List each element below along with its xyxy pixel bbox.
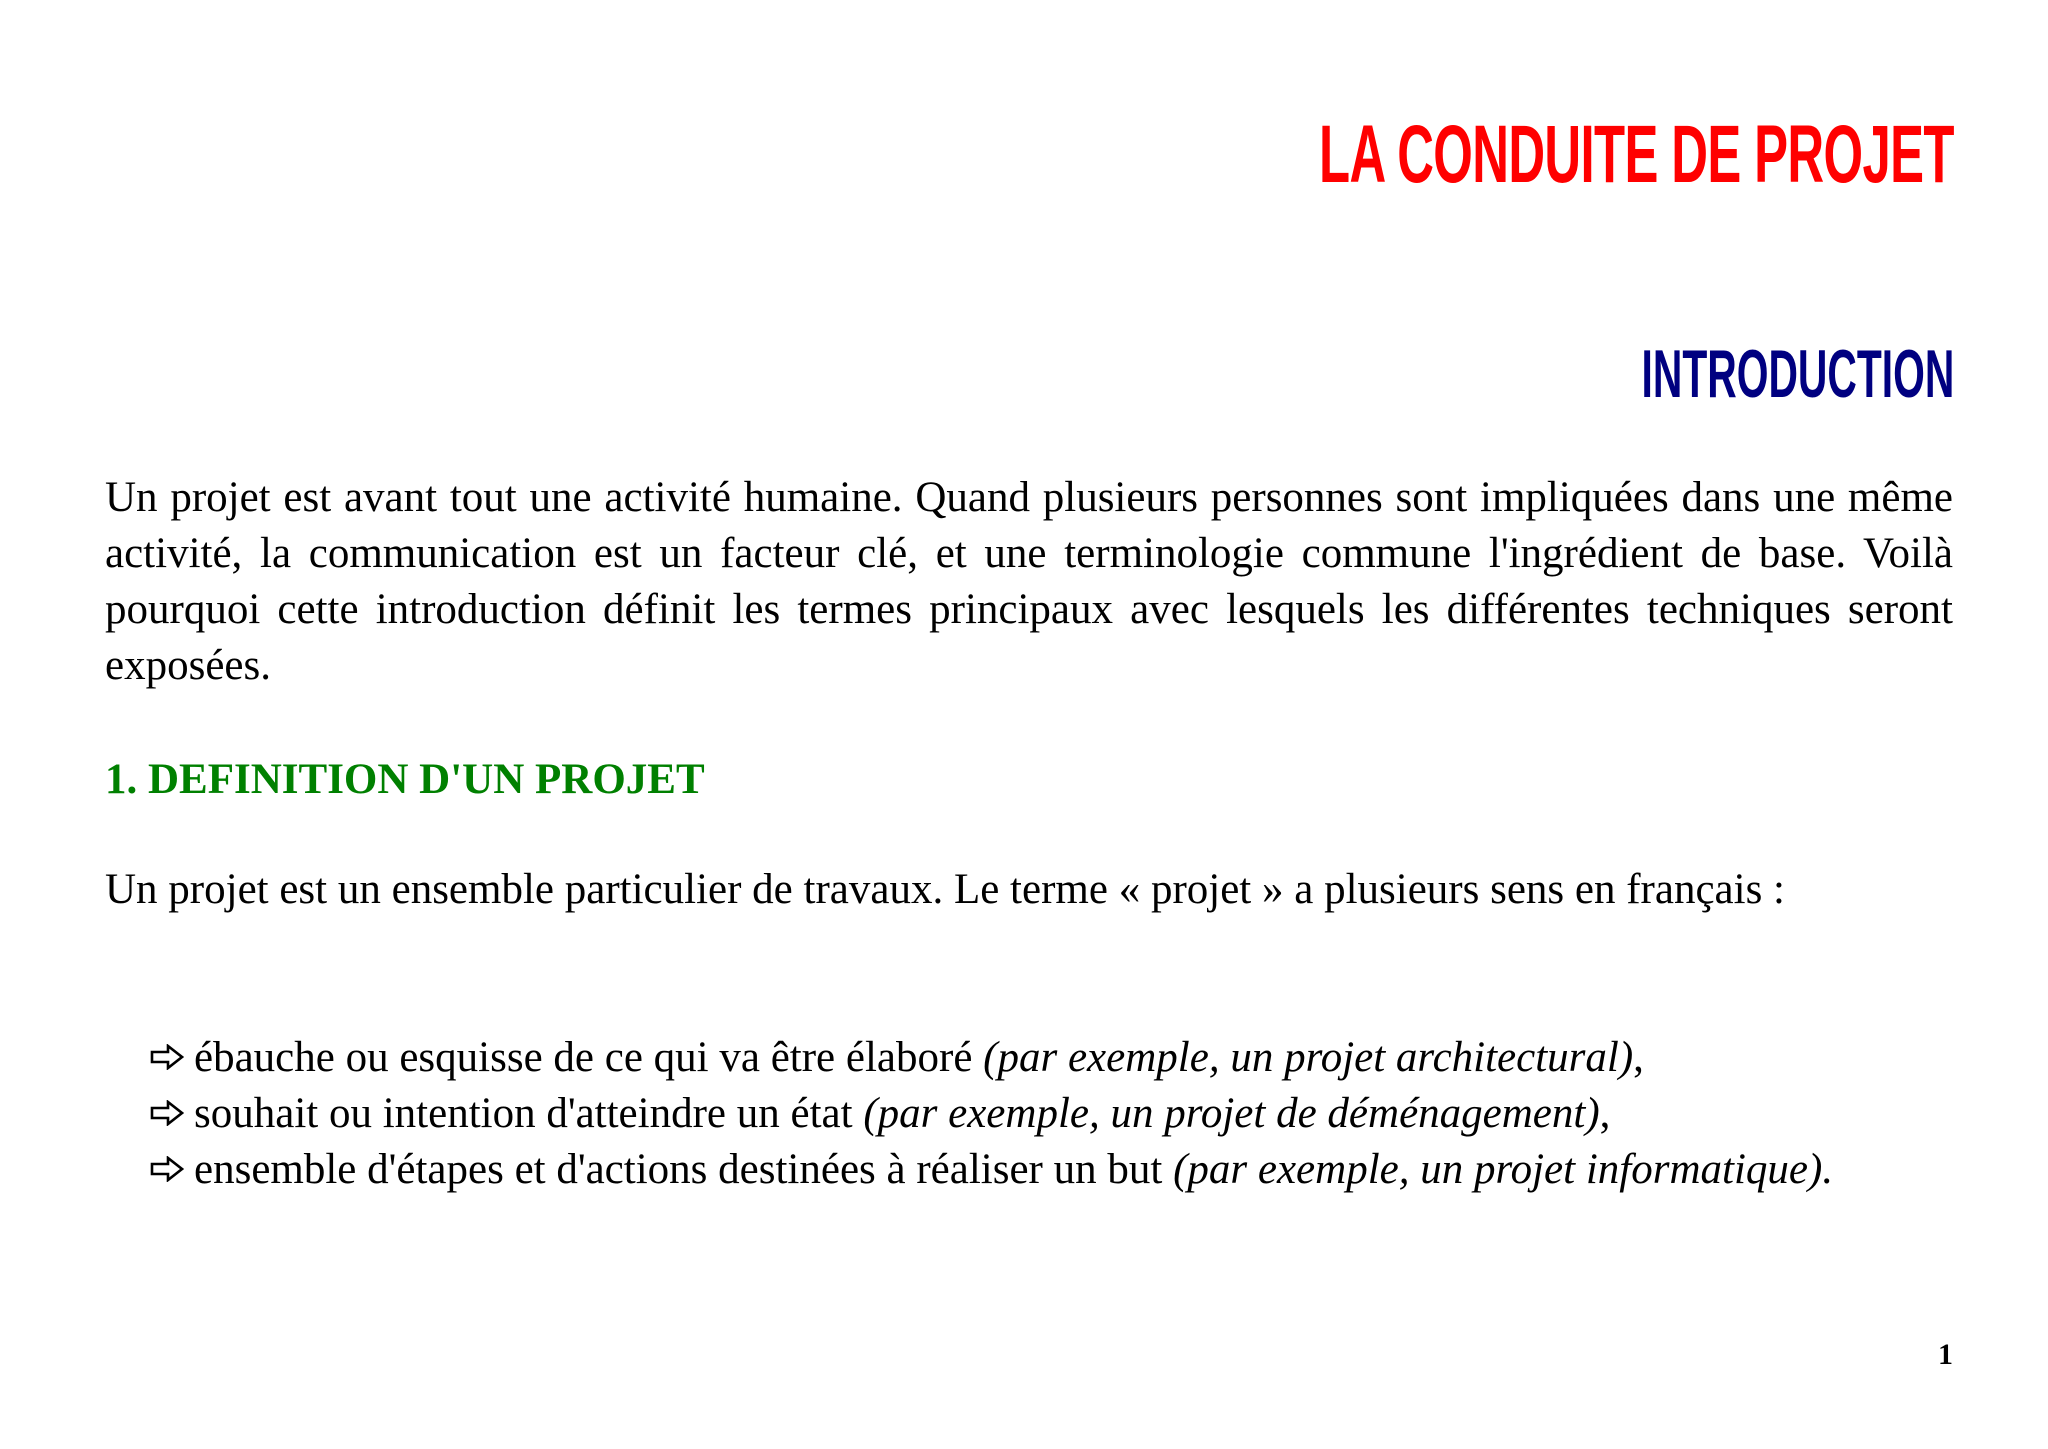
list-item-example: (par exemple, un projet de déménagement) [863, 1090, 1600, 1137]
right-arrow-outline-icon [150, 1156, 184, 1182]
list-item-text: ébauche ou esquisse de ce qui va être élaboré [194, 1034, 984, 1081]
right-arrow-outline-icon [150, 1100, 184, 1126]
intro-paragraph: Un projet est avant tout une activité humaine. Quand plusieurs personnes sont impliquées dans une même activité, la communication est un facteur clé, et une terminologie commune l'ingrédient de base. Voilà pourquoi cette introduction définit les termes principaux avec lesquels les différentes techniques seront exposées. [105, 474, 1953, 689]
list-item-text: ensemble d'étapes et d'actions destinées à réaliser un but [194, 1146, 1174, 1193]
list-item-example: (par exemple, un projet architectural) [983, 1034, 1634, 1081]
section-heading: 1. DEFINITION D'UN PROJET [105, 756, 705, 803]
definition-paragraph: Un projet est un ensemble particulier de travaux. Le terme « projet » a plusieurs sens en français : [105, 866, 1786, 913]
page-number: 1 [1938, 1338, 1953, 1371]
meanings-list [150, 1030, 1953, 1198]
list-item [150, 1086, 1953, 1142]
list-item [150, 1030, 1953, 1086]
list-item [150, 1142, 1953, 1198]
list-item-text: souhait ou intention d'atteindre un état [194, 1090, 864, 1137]
document-title: LA CONDUITE DE PROJET [1319, 109, 1954, 200]
list-item-suffix: , [1633, 1034, 1644, 1081]
list-item-example: (par exemple, un projet informatique). [1173, 1146, 1834, 1193]
list-item-suffix: , [1599, 1090, 1611, 1137]
right-arrow-outline-icon [150, 1044, 184, 1070]
section-subtitle: INTRODUCTION [1641, 336, 1954, 412]
